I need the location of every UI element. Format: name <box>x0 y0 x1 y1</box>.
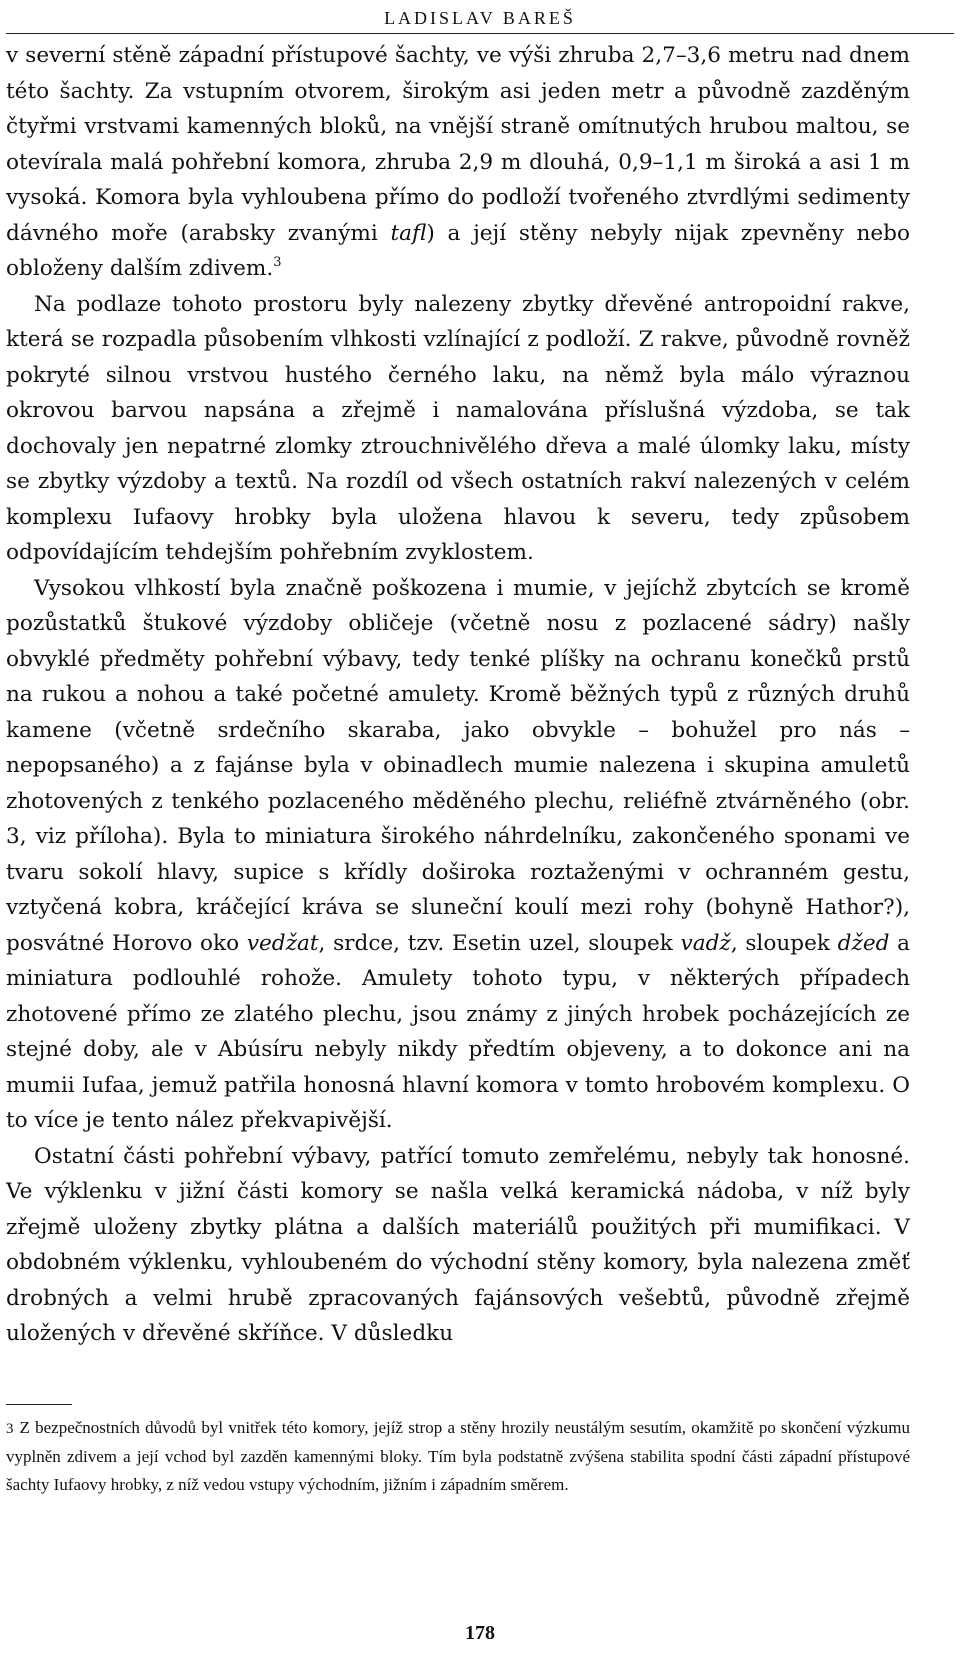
footnote <box>6 1414 910 1499</box>
footnote-reference[interactable]: 3 <box>273 255 282 270</box>
paragraph-3-text-b: , srdce, tzv. Esetin uzel, sloupek <box>318 930 681 956</box>
paragraph-2: Na podlaze tohoto prostoru byly nalezeny zbytky dřevěné antropoidní rakve, která se rozpadla působením vlhkosti vzlínající z podloží. Z rakve, původně rovněž pokryté silnou vrstvou hustého černého laku, na němž byla málo výraznou okrovou barvou napsána a zřejmě i namalována příslušná výzdoba, se tak dochovaly jen nepatrné zlomky ztrouchnivělého dřeva a malé úlomky laku, místy se zbytky výzdoby a textů. Na rozdíl od všech ostatních rakví nalezených v celém komplexu Iufaovy hrobky byla uložena hlavou k severu, tedy způsobem odpovídajícím tehdejším pohřebním zvyklostem. <box>6 291 910 565</box>
italic-term-vadz: vadž <box>680 930 731 956</box>
italic-term-tafl: tafl <box>390 220 427 246</box>
footnote-number: 3 <box>6 1421 14 1437</box>
footnote-text: Z bezpečnostních důvodů byl vnitřek této komory, jejíž strop a stěny hrozily neustálým sesutím, okamžitě po skončení výzkumu vyplněn zdivem a její vchod byl zazděn kamennými bloky. Tím byla podstatně zvýšena stabilita spodní části západní přístupové šachty Iufaovy hrobky, z níž vedou vstupy východním, jižním i západním směrem. <box>6 1418 910 1494</box>
footnote-rule <box>6 1404 72 1405</box>
paragraph-3-text-d: a miniatura podlouhlé rohože. Amulety tohoto typu, v některých případech zhotovené přímo ze zlatého plechu, jsou známy z jiných hrobek pocházejících ze stejné doby, ale v Abúsíru nebyly nikdy předtím objeveny, a to dokonce ani na mumii Iufaa, jemuž patřila honosná hlavní komora v tomto hrobovém komplexu. O to více je tento nález překvapivější. <box>6 930 910 1133</box>
paragraph-1-text-a: v severní stěně západní přístupové šachty, ve výši zhruba 2,7–3,6 metru nad dnem této šachty. Za vstupním otvorem, širokým asi jeden metr a původně zazděným čtyřmi vrstvami kamenných bloků, na vnější straně omítnutých hrubou maltou, se otevírala malá pohřební komora, zhruba 2,9 m dlouhá, 0,9–1,1 m široká a asi 1 m vysoká. Komora byla vyhloubena přímo do podloží tvořeného ztvrdlými sedimenty dávného moře (arabsky zvanými <box>6 43 910 246</box>
italic-term-dzed: džed <box>837 930 890 956</box>
italic-term-vedzat: vedžat <box>246 930 319 956</box>
paragraph-1 <box>6 38 910 287</box>
running-head: LADISLAV BAREŠ <box>384 8 576 28</box>
paragraph-3 <box>6 571 910 1139</box>
paragraph-3-text-a: Vysokou vlhkostí byla značně poškozena i mumie, v jejíchž zbytcích se kromě pozůstatků štukové výzdoby obličeje (včetně nosu z pozlacené sádry) našly obvyklé předměty pohřební výbavy, tedy tenké plíšky na ochranu konečků prstů na rukou a nohou a také početné amulety. Kromě běžných typů z různých druhů kamene (včetně srdečního skaraba, jako obvykle – bohužel pro nás – nepopsaného) a z fajánse byla v obinadlech mumie nalezena i skupina amuletů zhotovených z tenkého pozlaceného měděného plechu, reliéfně ztvárněného (obr. 3, viz příloha). Byla to miniatura širokého náhrdelníku, zakončeného sponami ve tvaru sokolí hlavy, supice s křídly doširoka roztaženými v ochranném gestu, vztyčená kobra, kráčející kráva se sluneční koulí mezi rohy (bohyně Hathor?), posvátné Horovo oko <box>6 575 910 956</box>
paragraph-4: Ostatní části pohřební výbavy, patřící tomuto zemřelému, nebyly tak honosné. Ve výklenku v jižní části komory se našla velká keramická nádoba, v níž byly zřejmě uloženy zbytky plátna a dalších materiálů použitých při mumifikaci. V obdobném výklenku, vyhloubeném do východní stěny komory, byla nalezena změť drobných a velmi hrubě zpracovaných fajánsových vešebtů, původně zřejmě uložených v dřevěné skříňce. V důsledku <box>6 1143 910 1346</box>
paragraph-1-text-b: ) a její stěny nebyly nijak zpevněny nebo obloženy dalším zdivem. <box>6 220 910 281</box>
header-rule <box>6 33 954 34</box>
body-text <box>6 38 910 1352</box>
paragraph-3-text-c: , sloupek <box>730 930 838 956</box>
page-number: 178 <box>465 1622 495 1644</box>
